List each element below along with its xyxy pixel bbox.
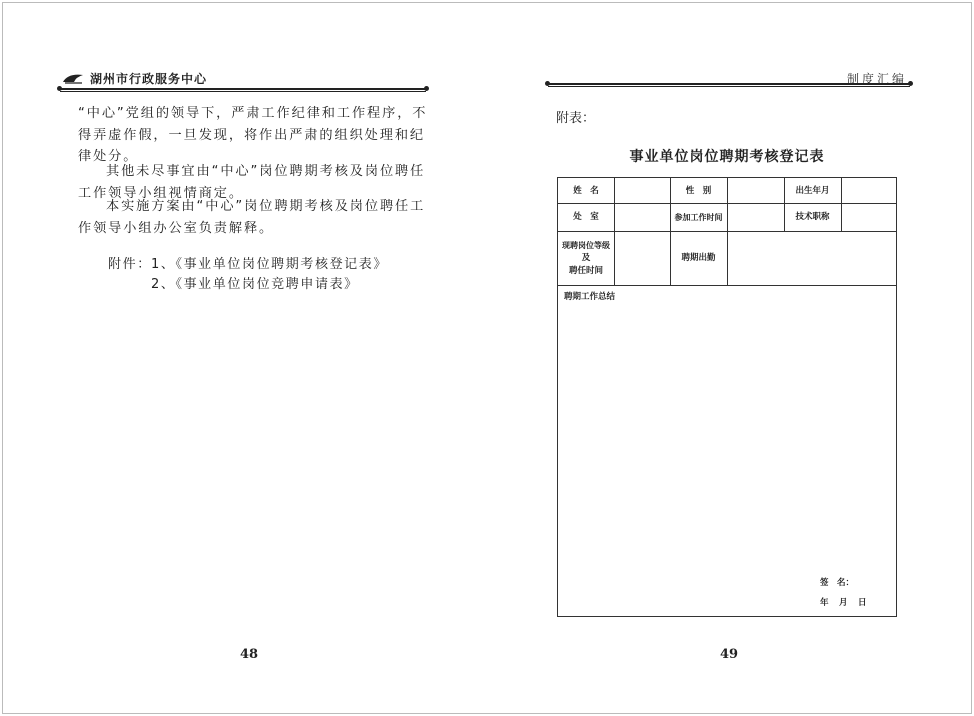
left-header-title: 湖州市行政服务中心 — [90, 72, 208, 86]
left-header-rule-thin — [60, 91, 426, 92]
attachments-label: 附件： — [108, 257, 152, 272]
right-header-rule-thin — [548, 86, 910, 87]
header-dot-right-end — [908, 81, 913, 86]
page-number-left: 48 — [240, 647, 259, 662]
registration-form — [557, 177, 897, 617]
label-current-grade-2: 及 — [581, 253, 591, 263]
label-summary: 聘期工作总结 — [564, 292, 616, 302]
label-signature: 签 名： — [820, 578, 855, 588]
col-line — [614, 178, 615, 285]
label-attendance: 聘期出勤 — [681, 253, 716, 263]
right-header-rule — [548, 83, 910, 85]
label-work-start: 参加工作时间 — [674, 213, 723, 222]
left-header-rule — [60, 88, 426, 90]
form-title: 事业单位岗位聘期考核登记表 — [629, 149, 825, 165]
header-dot-left-end — [424, 86, 429, 91]
attachment-label: 附表： — [556, 111, 596, 126]
logo-icon — [62, 72, 84, 84]
row-line — [558, 285, 896, 286]
col-line — [841, 178, 842, 231]
left-header — [60, 70, 426, 90]
label-department: 处 室 — [573, 212, 599, 222]
label-tech-title: 技术职称 — [795, 212, 830, 222]
paragraph-1: “中心”党组的领导下，严肃工作纪律和工作程序，不得弄虚作假，一旦发现，将作出严肃的组织处理和纪律处分。 — [78, 106, 428, 164]
label-gender: 性 别 — [685, 186, 712, 196]
attachment-item-2: 2、《事业单位岗位竞聘申请表》 — [151, 277, 359, 292]
right-header-title: 制度汇编 — [846, 72, 907, 86]
label-current-grade-1: 现聘岗位等级 — [562, 241, 610, 250]
page-number-right: 49 — [720, 647, 739, 662]
paragraph-2: 其他未尽事宜由“中心”岗位聘期考核及岗位聘任工作领导小组视情商定。 — [78, 164, 426, 201]
label-name: 姓 名 — [573, 186, 599, 196]
label-date: 年 月 日 — [820, 598, 868, 608]
label-birth: 出生年月 — [795, 186, 830, 196]
attachment-item-1: 1、《事业单位岗位聘期考核登记表》 — [151, 257, 388, 272]
label-current-grade-3: 聘任时间 — [568, 266, 603, 276]
col-line — [727, 178, 728, 285]
paragraph-3: 本实施方案由“中心”岗位聘期考核及岗位聘任工作领导小组办公室负责解释。 — [78, 199, 426, 236]
